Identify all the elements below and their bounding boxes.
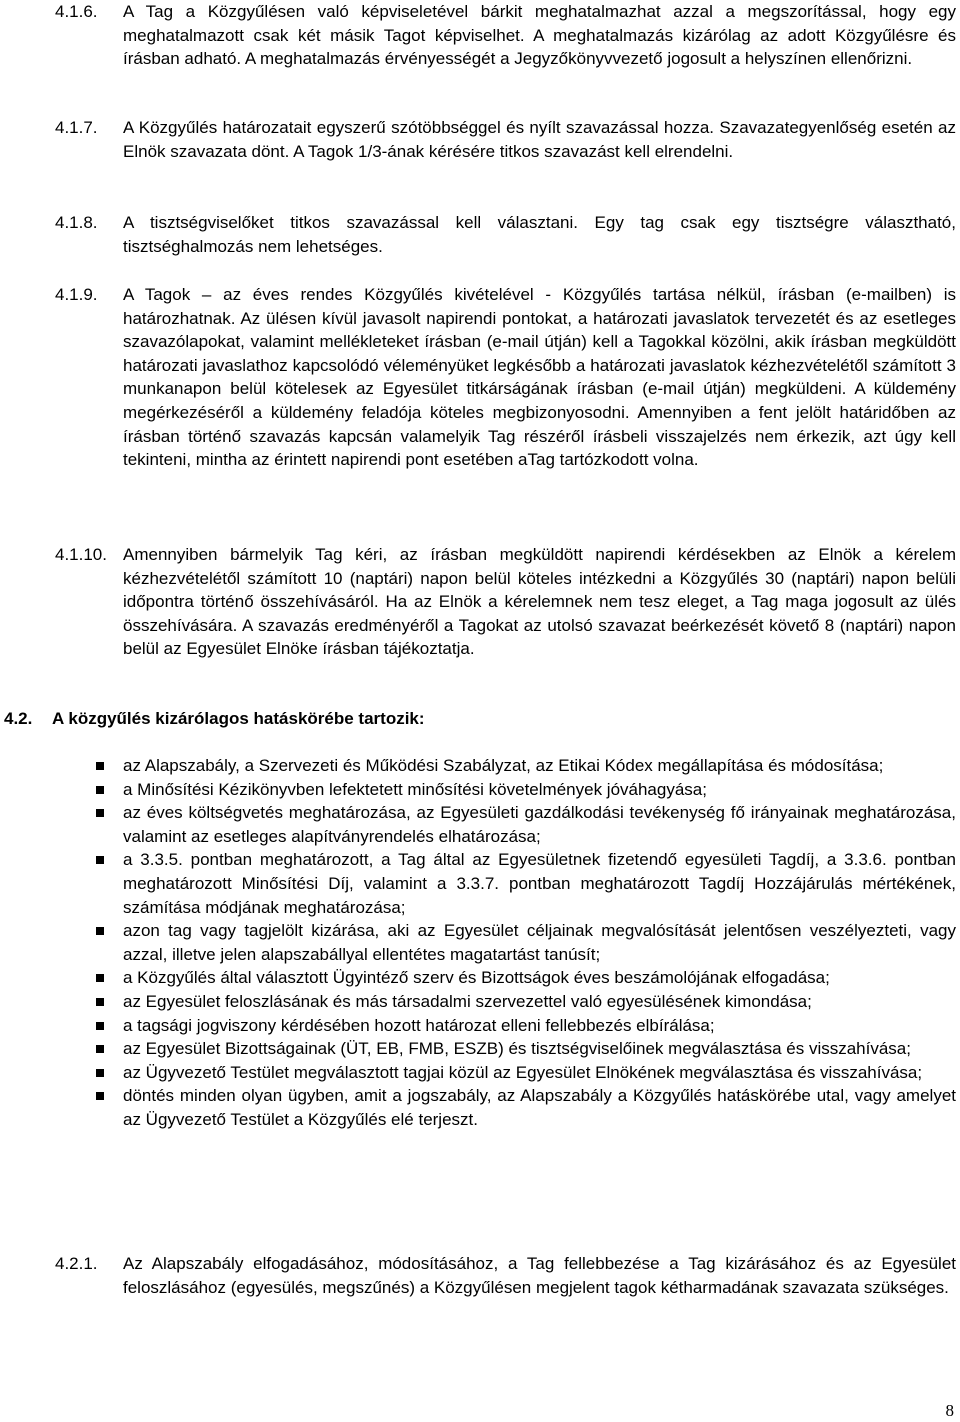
list-item <box>0 801 956 848</box>
list-item <box>0 966 956 990</box>
section-title: A közgyűlés kizárólagos hatáskörébe tartozik: <box>52 709 425 728</box>
competence-list <box>0 754 960 1132</box>
bullet-square-icon <box>96 1045 104 1053</box>
page-number: 8 <box>945 1401 954 1420</box>
clause-text: Az Alapszabály elfogadásához, módosításához, a Tag fellebbezése a Tag kizárásához és az Egyesület feloszlásához (egyesülés, megszűnés) a Közgyűlésen megjelent tagok kétharmadának szavazata szükséges. <box>123 1254 956 1297</box>
bullet-square-icon <box>96 856 104 864</box>
bullet-square-icon <box>96 786 104 794</box>
list-item-text: az Alapszabály, a Szervezeti és Működési Szabályzat, az Etikai Kódex megállapítása és módosítása; <box>123 756 884 775</box>
bullet-square-icon <box>96 809 104 817</box>
list-item <box>0 990 956 1014</box>
list-item-text: azon tag vagy tagjelölt kizárása, aki az Egyesület céljainak megvalósítását jelentősen veszélyezteti, vagy azzal, illetve jelen alapszabállyal ellentétes magatartást tanúsít; <box>123 921 956 964</box>
bullet-square-icon <box>96 1022 104 1030</box>
bullet-square-icon <box>96 974 104 982</box>
clause-text: A Közgyűlés határozatait egyszerű szótöbbséggel és nyílt szavazással hozza. Szavazategyenlőség esetén az Elnök szavazata dönt. A Tagok 1/3-ának kérésére titkos szavazást kell elrendelni. <box>123 118 956 161</box>
bullet-square-icon <box>96 1092 104 1100</box>
list-item-text: a 3.3.5. pontban meghatározott, a Tag által az Egyesületnek fizetendő egyesületi Tagdíj, a 3.3.6. pontban meghatározott Minősítési Díj, valamint a 3.3.7. pontban meghatározott Tagdíj Hozzájárulás mértékének, számítása módjának meghatározása; <box>123 850 956 917</box>
list-item <box>0 1061 956 1085</box>
list-item <box>0 754 956 778</box>
list-item <box>0 1084 956 1131</box>
bullet-square-icon <box>96 927 104 935</box>
list-item-text: az éves költségvetés meghatározása, az Egyesületi gazdálkodási tevékenység fő irányainak meghatározása, valamint az esetleges alapítványrendelés elhatározása; <box>123 803 956 846</box>
clause-number: 4.1.10. <box>55 545 107 564</box>
clause-number: 4.1.9. <box>55 285 98 304</box>
clause-text: A Tagok – az éves rendes Közgyűlés kivételével - Közgyűlés tartása nélkül, írásban (e-mailben) is határozhatnak. Az ülésen kívül javasolt napirendi pontokat, a határozati javaslatok tervezetét és az esetleges szavazólapokat, valamint mellékleteket írásban (e-mail útján) kell a Tagokkal közölni, akik írásban megküldött határozati javaslathoz kapcsolódó véleményüket legkésőbb a határozati javaslatok kézhezvételétől számított 3 munkanapon belül kötelesek az Egyesület titkárságának írásban (e-mail útján) megküldeni. A küldemény megérkezéséről a küldemény feladója köteles megbizonyosodni. Amennyiben a fent jelölt határidőben az írásban történő szavazás kapcsán valamelyik Tag részéről írásbeli visszajelzés nem érkezik, azt úgy kell tekinteni, mintha az érintett napirendi pont esetében aTag tartózkodott volna. <box>123 285 956 470</box>
clause-text: Amennyiben bármelyik Tag kéri, az írásban megküldött napirendi kérdésekben az Elnök a kérelem kézhezvételétől számított 10 (naptári) napon belül köteles intézkedni a Közgyűlés 30 (naptári) napon belüli időpontra történő összehívásáról. Ha az Elnök a kérelemnek nem tesz eleget, a Tag maga jogosult az ülés összehívására. A szavazás eredményéről a Tagokat az utolsó szavazat beérkezését követő 8 (naptári) napon belül az Egyesület Elnöke írásban tájékoztatja. <box>123 545 956 659</box>
list-item <box>0 778 956 802</box>
bullet-square-icon <box>96 762 104 770</box>
list-item <box>0 1037 956 1061</box>
clause-number: 4.1.6. <box>55 2 98 21</box>
list-item-text: a Minősítési Kézikönyvben lefektetett minősítési követelmények jóváhagyása; <box>123 779 707 799</box>
clause-text: A tisztségviselőket titkos szavazással kell választani. Egy tag csak egy tisztségre választható, tisztséghalmozás nem lehetséges. <box>123 213 956 256</box>
clause-number: 4.1.7. <box>55 118 98 137</box>
list-item <box>0 919 956 966</box>
list-item-text: a tagsági jogviszony kérdésében hozott határozat elleni fellebbezés elbírálása; <box>123 1015 715 1035</box>
bullet-square-icon <box>96 998 104 1006</box>
section-number: 4.2. <box>4 709 33 728</box>
list-item <box>0 1014 956 1038</box>
list-item-text: döntés minden olyan ügyben, amit a jogszabály, az Alapszabály a Közgyűlés hatáskörébe utal, vagy amelyet az Ügyvezető Testület a Közgyűlés elé terjeszt. <box>123 1086 956 1129</box>
list-item <box>0 848 956 919</box>
list-item-text: az Egyesület Bizottságainak (ÜT, EB, FMB, ESZB) és tisztségviselőinek megválasztása és visszahívása; <box>123 1039 911 1059</box>
list-item-text: az Ügyvezető Testület megválasztott tagjai közül az Egyesület Elnökének megválasztása és visszahívása; <box>123 1062 923 1082</box>
clause-number: 4.2.1. <box>55 1254 98 1273</box>
list-item-text: az Egyesület feloszlásának és más társadalmi szervezettel való egyesülésének kimondása; <box>123 991 812 1011</box>
bullet-square-icon <box>96 1069 104 1077</box>
clause-text: A Tag a Közgyűlésen való képviseletével bárkit meghatalmazhat azzal a megszorítással, hogy egy meghatalmazott csak két másik Tagot képviselhet. A meghatalmazás kizárólag az adott Közgyűlésre és írásban adható. A meghatalmazás érvényességét a Jegyzőkönyvvezető jogosult a helyszínen ellenőrizni. <box>123 2 956 69</box>
clause-number: 4.1.8. <box>55 213 98 232</box>
list-item-text: a Közgyűlés által választott Ügyintéző szerv és Bizottságok éves beszámolójának elfogadása; <box>123 968 830 988</box>
